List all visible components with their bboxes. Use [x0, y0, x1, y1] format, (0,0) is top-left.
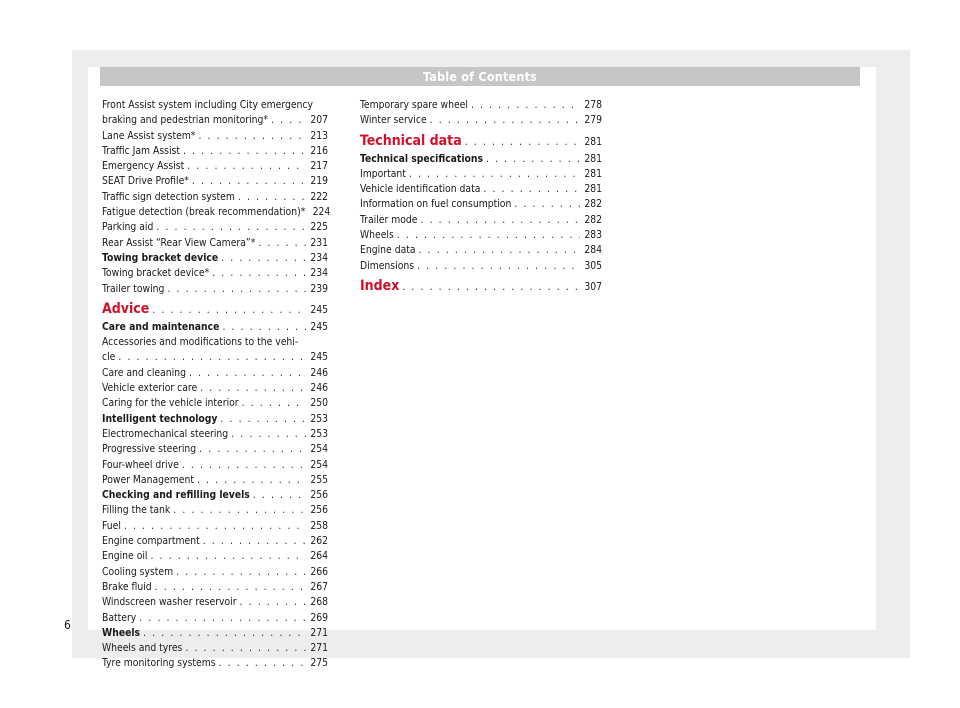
toc-entry-title: Traffic Jam Assist — [102, 144, 181, 157]
dot-leader — [402, 278, 580, 296]
toc-entry-title: Wheels and tyres — [102, 642, 183, 655]
toc-entry-title-line1: Front Assist system including City emergency — [102, 99, 313, 111]
toc-entry-title: Windscreen washer reservoir — [102, 596, 237, 609]
dot-leader — [182, 458, 306, 473]
toc-entry-page-number: 268 — [310, 596, 328, 609]
dot-leader — [221, 251, 306, 266]
toc-entry-title: Brake fluid — [102, 580, 152, 593]
toc-entry[interactable] — [102, 519, 328, 534]
dot-leader — [143, 626, 306, 641]
dot-leader — [198, 129, 306, 144]
toc-entry-page-number: 245 — [310, 320, 328, 333]
toc-entry-page-number: 217 — [310, 160, 328, 173]
toc-entry-title: Temporary spare wheel — [360, 99, 468, 111]
toc-entry[interactable] — [102, 129, 328, 144]
toc-entry-page-number: 222 — [310, 190, 328, 203]
toc-entry-page-number: 282 — [584, 198, 602, 211]
toc-entry-page-number: 305 — [584, 259, 602, 272]
toc-entry[interactable] — [360, 98, 602, 113]
toc-column-right — [360, 98, 602, 297]
toc-entry-page-number: 254 — [310, 443, 328, 456]
toc-entry-page-number: 281 — [584, 167, 602, 180]
toc-entry-title: Index — [360, 277, 400, 294]
dot-leader — [430, 113, 580, 128]
toc-entry-page-number: 278 — [584, 99, 602, 111]
toc-entry-page-number: 239 — [310, 282, 328, 295]
toc-entry-title: Trailer towing — [102, 282, 165, 295]
dot-leader — [253, 488, 306, 503]
toc-entry[interactable] — [102, 427, 328, 442]
dot-leader — [514, 197, 580, 212]
toc-entry[interactable] — [102, 626, 328, 641]
toc-entry[interactable] — [102, 266, 328, 281]
toc-entry-page-number: 256 — [310, 489, 328, 502]
toc-entry[interactable] — [102, 565, 328, 580]
toc-entry-page-number: 282 — [584, 213, 602, 226]
toc-entry-title: Towing bracket device — [102, 251, 219, 264]
dot-leader — [240, 595, 306, 610]
toc-entry-page-number: 224 — [312, 206, 331, 219]
toc-entry-page-number: 283 — [584, 229, 602, 242]
dot-leader — [471, 98, 580, 113]
page-number: 6 — [64, 618, 71, 632]
toc-entry-title: Care and maintenance — [102, 320, 220, 333]
toc-entry-page-number: 271 — [310, 626, 328, 639]
header-bar — [100, 67, 860, 86]
toc-entry-page-number: 264 — [310, 550, 328, 563]
dot-leader — [199, 442, 306, 457]
toc-entry-title: Advice — [102, 300, 150, 317]
toc-entry-page-number: 266 — [310, 565, 328, 578]
toc-entry-title: Engine oil — [102, 550, 148, 563]
toc-entry[interactable] — [102, 656, 328, 671]
dot-leader — [271, 113, 306, 128]
toc-entry-title: Progressive steering — [102, 443, 197, 456]
dot-leader — [155, 580, 306, 595]
toc-entry-page-number: 256 — [310, 504, 328, 517]
dot-leader — [152, 301, 306, 319]
toc-entry-title: Engine data — [360, 244, 416, 257]
toc-entry-page-number: 234 — [310, 267, 328, 280]
toc-entry[interactable] — [360, 182, 602, 197]
toc-entry-title: Wheels — [360, 229, 394, 242]
toc-entry-page-number: 267 — [310, 580, 328, 593]
toc-entry-title: Caring for the vehicle interior — [102, 397, 239, 410]
toc-entry-title: Power Management — [102, 473, 194, 486]
toc-entry[interactable] — [102, 381, 328, 396]
toc-entry-page-number: 219 — [310, 175, 328, 188]
toc-entry-title-line1: Accessories and modifications to the vehi- — [102, 336, 299, 349]
toc-entry-page-number: 250 — [310, 397, 328, 410]
dot-leader — [197, 473, 306, 488]
toc-entry-page-number: 271 — [310, 642, 328, 655]
dot-leader — [200, 381, 306, 396]
toc-entry-page-number: 262 — [310, 535, 328, 548]
toc-entry-title: Battery — [102, 611, 137, 624]
toc-entry-title: Information on fuel consumption — [360, 198, 512, 211]
toc-entry-title: Vehicle exterior care — [102, 382, 198, 395]
toc-entry-title: Checking and refilling levels — [102, 489, 250, 502]
dot-leader — [167, 282, 306, 297]
toc-entry-page-number: 231 — [310, 236, 328, 249]
toc-entry-title: Dimensions — [360, 259, 415, 272]
toc-entry[interactable] — [360, 243, 602, 258]
toc-entry-title: Wheels — [102, 626, 141, 639]
toc-entry-page-number: 279 — [584, 114, 602, 127]
toc-entry-page-number: 281 — [584, 135, 602, 148]
dot-leader — [173, 503, 306, 518]
toc-entry-title: Towing bracket device* — [102, 267, 210, 280]
dot-leader — [189, 366, 306, 381]
toc-entry-title: braking and pedestrian monitoring* — [102, 114, 269, 127]
toc-entry-title: Intelligent technology — [102, 412, 218, 425]
toc-entry[interactable] — [102, 580, 328, 595]
toc-entry[interactable] — [102, 442, 328, 457]
dot-leader — [220, 412, 306, 427]
toc-entry-page-number: 254 — [310, 458, 328, 471]
toc-entry-title: Engine compartment — [102, 535, 200, 548]
dot-leader — [176, 565, 306, 580]
toc-entry-title: Parking aid — [102, 221, 154, 234]
dot-leader — [258, 236, 306, 251]
toc-entry[interactable] — [102, 320, 328, 335]
dot-leader — [417, 259, 580, 274]
toc-entry[interactable] — [102, 595, 328, 610]
toc-entry[interactable] — [102, 473, 328, 488]
toc-entry[interactable] — [102, 174, 328, 189]
toc-entry-page-number: 275 — [310, 657, 328, 670]
toc-entry-title: SEAT Drive Profile* — [102, 175, 189, 188]
toc-entry-title: Traffic sign detection system — [102, 190, 235, 203]
toc-entry-page-number: 234 — [310, 251, 328, 264]
toc-entry[interactable] — [102, 611, 328, 626]
toc-entry[interactable] — [102, 366, 328, 381]
toc-entry[interactable] — [102, 113, 328, 128]
toc-entry[interactable] — [102, 251, 328, 266]
toc-entry[interactable] — [102, 412, 328, 427]
toc-entry-title: Fatigue detection (break recommendation)* — [102, 206, 306, 219]
dot-leader — [192, 174, 306, 189]
toc-entry-page-number: 213 — [310, 129, 328, 142]
toc-entry-page-number: 245 — [310, 351, 328, 364]
toc-entry[interactable] — [102, 144, 328, 159]
dot-leader — [231, 427, 306, 442]
toc-entry-title: Care and cleaning — [102, 366, 186, 379]
toc-entry[interactable] — [102, 534, 328, 549]
toc-section-heading[interactable] — [102, 300, 328, 319]
dot-leader — [183, 144, 306, 159]
toc-entry-title: Filling the tank — [102, 504, 171, 517]
dot-leader — [156, 220, 306, 235]
toc-entry-title: Fuel — [102, 519, 121, 532]
toc-entry[interactable] — [102, 190, 328, 205]
toc-entry[interactable] — [102, 205, 331, 220]
toc-entry-title: Four-wheel drive — [102, 458, 179, 471]
dot-leader — [486, 152, 580, 167]
dot-leader — [212, 266, 306, 281]
toc-entry-page-number: 216 — [310, 144, 328, 157]
dot-leader — [483, 182, 580, 197]
toc-entry-page-number: 246 — [310, 366, 328, 379]
toc-entry[interactable] — [360, 228, 602, 243]
toc-entry[interactable] — [102, 350, 328, 365]
toc-entry-page-number: 207 — [310, 114, 328, 127]
dot-leader — [151, 549, 306, 564]
toc-entry-page-number: 281 — [584, 152, 602, 165]
toc-entry[interactable] — [102, 458, 328, 473]
dot-leader — [238, 190, 306, 205]
toc-entry-page-number: 284 — [584, 244, 602, 257]
dot-leader — [118, 350, 306, 365]
dot-leader — [124, 519, 306, 534]
toc-entry-page-number: 255 — [310, 473, 328, 486]
toc-entry-title: Rear Assist “Rear View Camera”* — [102, 236, 256, 249]
toc-entry-page-number: 258 — [310, 519, 328, 532]
toc-entry-page-number: 253 — [310, 427, 328, 440]
toc-entry-title: Tyre monitoring systems — [102, 657, 216, 670]
toc-entry-title: Electromechanical steering — [102, 427, 229, 440]
toc-entry[interactable] — [360, 197, 602, 212]
toc-entry-title: Trailer mode — [360, 213, 418, 226]
toc-entry[interactable] — [102, 396, 328, 411]
dot-leader — [203, 534, 306, 549]
dot-leader — [397, 228, 580, 243]
toc-entry[interactable] — [102, 159, 328, 174]
toc-entry-page-number: 225 — [310, 221, 328, 234]
toc-entry-title: cle — [102, 351, 116, 364]
toc-entry-page-number: 269 — [310, 611, 328, 624]
toc-entry[interactable] — [102, 282, 328, 297]
dot-leader — [139, 611, 306, 626]
toc-entry[interactable] — [360, 259, 602, 274]
toc-entry[interactable] — [360, 152, 602, 167]
toc-column-left — [102, 98, 331, 672]
dot-leader — [421, 213, 581, 228]
toc-entry[interactable] — [102, 503, 328, 518]
toc-entry[interactable] — [102, 549, 328, 564]
toc-entry-title: Lane Assist system* — [102, 129, 196, 142]
toc-section-heading[interactable] — [360, 277, 602, 296]
toc-entry[interactable] — [102, 641, 328, 656]
toc-entry-page-number: 281 — [584, 183, 602, 196]
dot-leader — [187, 159, 306, 174]
toc-entry-title: Vehicle identification data — [360, 183, 481, 196]
toc-entry-line — [102, 98, 328, 113]
dot-leader — [419, 243, 580, 258]
toc-entry-line — [102, 335, 328, 350]
toc-entry-page-number: 253 — [310, 412, 328, 425]
toc-entry[interactable] — [360, 213, 602, 228]
dot-leader — [185, 641, 306, 656]
toc-entry-title: Winter service — [360, 114, 427, 127]
toc-entry[interactable] — [102, 488, 328, 503]
toc-entry-title: Emergency Assist — [102, 160, 185, 173]
dot-leader — [222, 320, 306, 335]
toc-entry-page-number: 245 — [310, 303, 328, 316]
toc-entry[interactable] — [360, 167, 602, 182]
toc-entry[interactable] — [102, 236, 328, 251]
toc-entry[interactable] — [360, 113, 602, 128]
toc-entry[interactable] — [102, 220, 328, 235]
page-title: Table of Contents — [422, 69, 538, 84]
dot-leader — [409, 167, 580, 182]
dot-leader — [242, 396, 306, 411]
toc-entry-title: Important — [360, 167, 406, 180]
toc-entry-page-number: 307 — [584, 280, 602, 293]
dot-leader — [465, 133, 580, 151]
toc-section-heading[interactable] — [360, 132, 602, 151]
toc-entry-title: Technical data — [360, 132, 462, 149]
toc-entry-title: Cooling system — [102, 565, 174, 578]
toc-entry-title: Technical specifications — [360, 152, 484, 165]
dot-leader — [219, 656, 306, 671]
toc-entry-page-number: 246 — [310, 382, 328, 395]
